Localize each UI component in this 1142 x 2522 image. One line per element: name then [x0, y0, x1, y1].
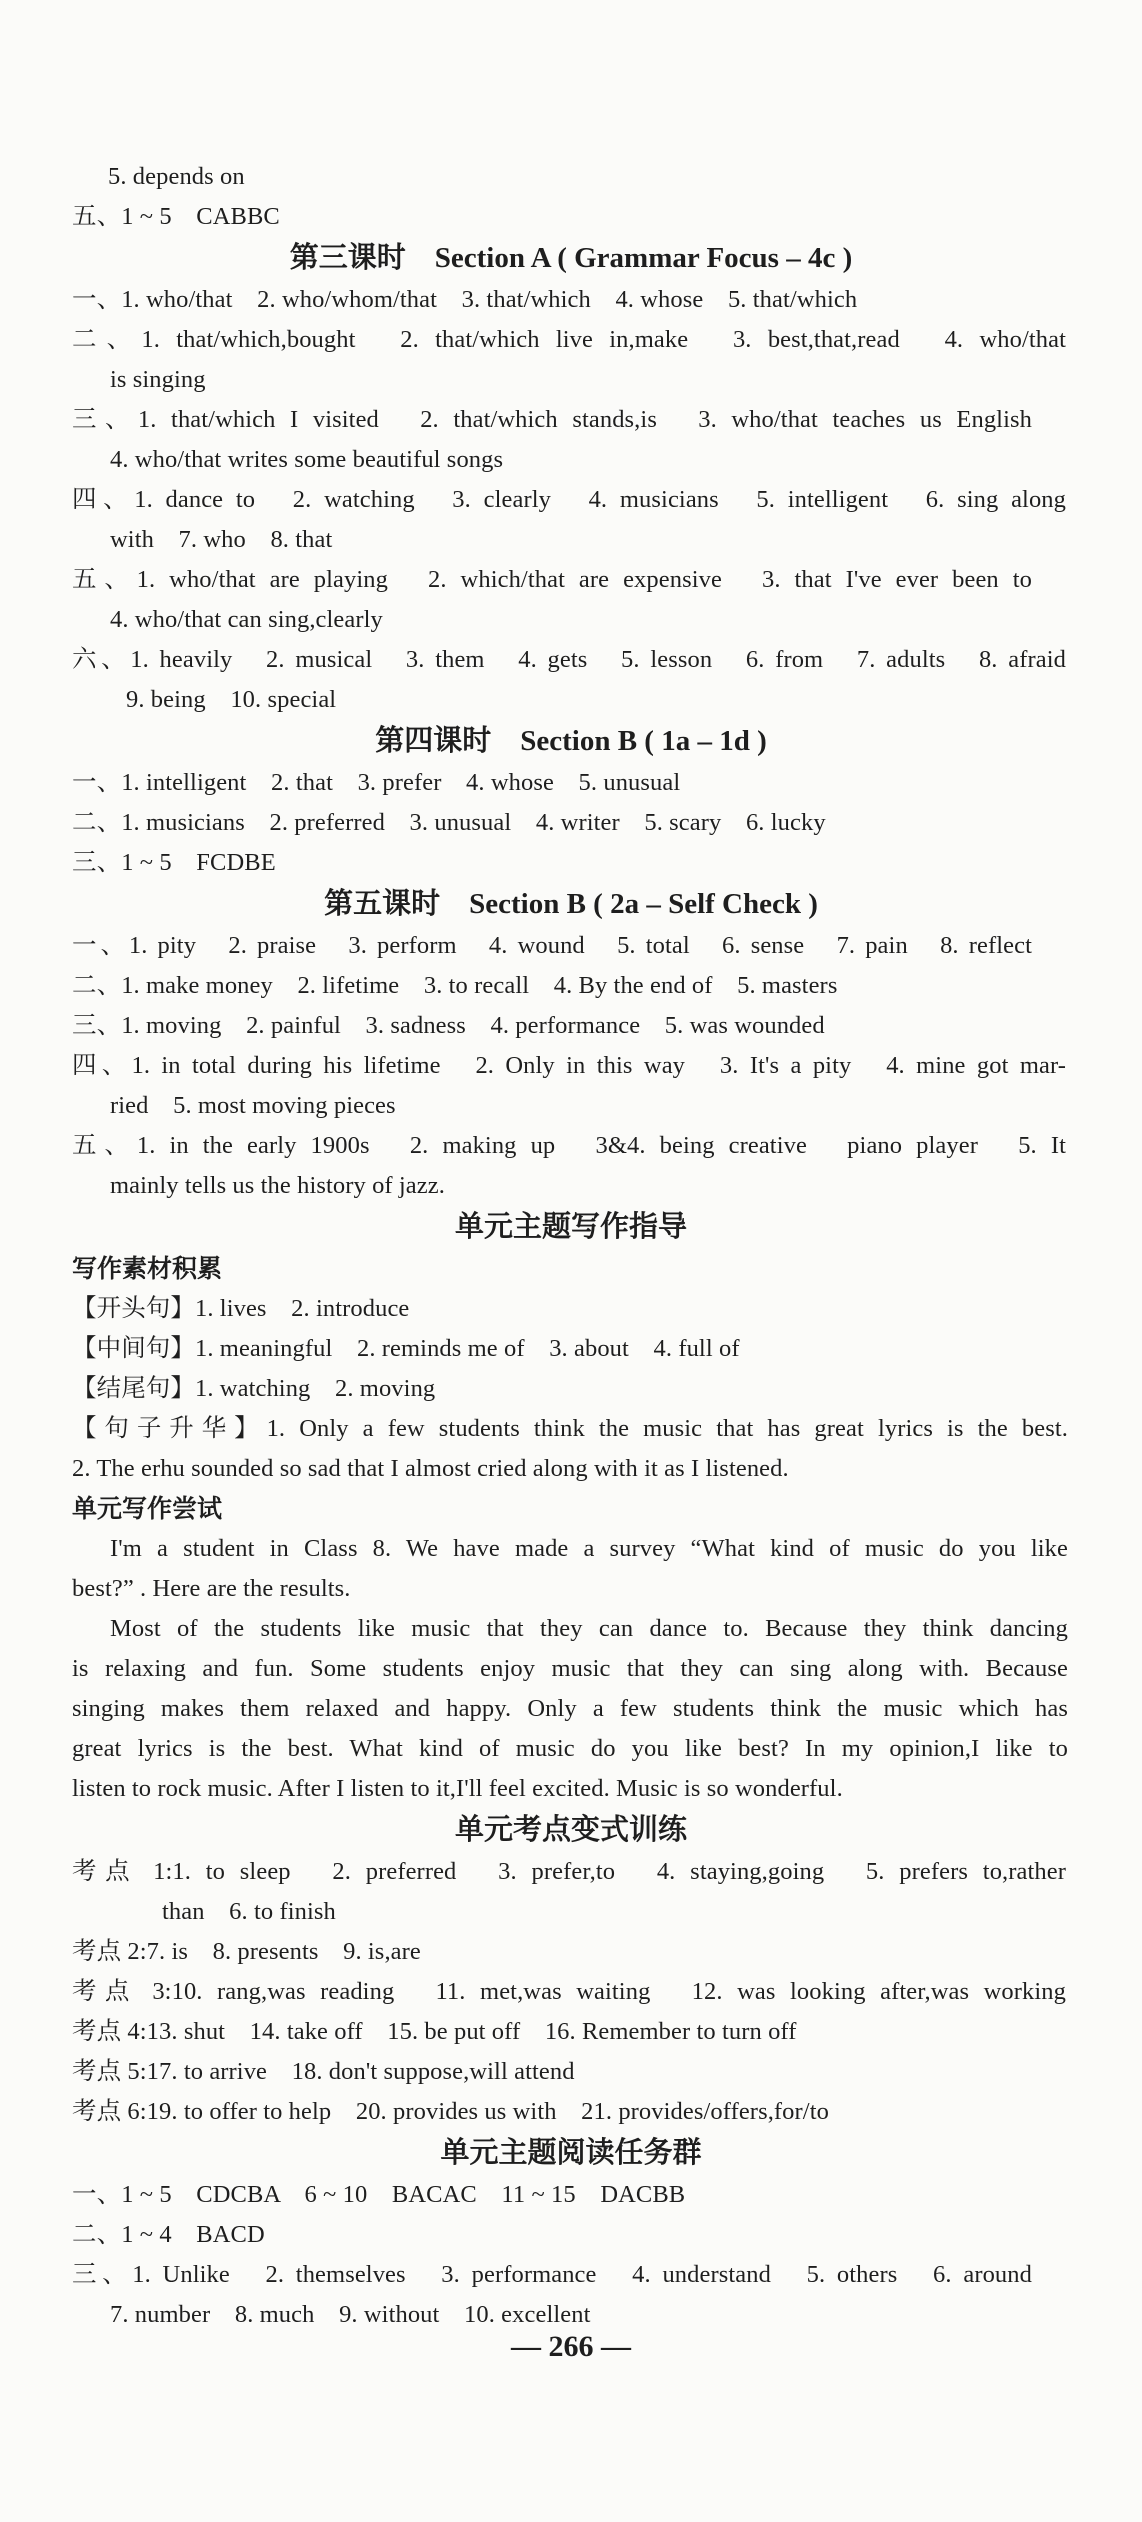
answer-line: 三、1. that/which I visited 2. that/which stands,is 3. who/that teaches us English [72, 406, 1032, 433]
essay-line: I'm a student in Class 8. We have made a survey “What kind of music do you like [110, 1535, 1068, 1562]
answer-line: 三、1. moving 2. painful 3. sadness 4. performance 5. was wounded [72, 1012, 825, 1039]
answer-line: 五、1. in the early 1900s 2. making up 3&4. being creative piano player 5. It [72, 1132, 1066, 1159]
section-heading: 第三课时 Section A ( Grammar Focus – 4c ) [289, 242, 853, 274]
answer-line: 7. number 8. much 9. without 10. excellent [110, 2301, 591, 2328]
answer-line: 考点 1:1. to sleep 2. preferred 3. prefer,to 4. staying,going 5. prefers to,rather [72, 1858, 1066, 1885]
answer-line: 2. The erhu sounded so sad that I almost cried along with it as I listened. [72, 1455, 789, 1482]
sub-heading: 单元写作尝试 [72, 1494, 223, 1523]
essay-line: is relaxing and fun. Some students enjoy music that they can sing along with. Because [72, 1655, 1068, 1682]
answer-line: 一、1 ~ 5 CDCBA 6 ~ 10 BACAC 11 ~ 15 DACBB [72, 2181, 686, 2208]
answer-line: 三、1 ~ 5 FCDBE [72, 849, 276, 876]
section-heading: 第五课时 Section B ( 2a – Self Check ) [324, 888, 818, 920]
answer-line: 考点 3:10. rang,was reading 11. met,was waiting 12. was looking after,was working [72, 1978, 1066, 2005]
answer-line: ried 5. most moving pieces [110, 1092, 396, 1119]
answer-line: 二、1. that/which,bought 2. that/which live in,make 3. best,that,read 4. who/that [72, 326, 1066, 353]
answer-line: 9. being 10. special [126, 686, 337, 713]
answer-line: 五、1 ~ 5 CABBC [72, 203, 280, 230]
answer-line: 【中间句】1. meaningful 2. reminds me of 3. about 4. full of [72, 1335, 740, 1362]
answer-line: 二、1. musicians 2. preferred 3. unusual 4. writer 5. scary 6. lucky [72, 809, 826, 836]
section-heading: 单元考点变式训练 [454, 1814, 687, 1846]
answer-line: 二、1 ~ 4 BACD [72, 2221, 265, 2248]
answer-line: 【开头句】1. lives 2. introduce [72, 1295, 410, 1322]
answer-line: 考点 5:17. to arrive 18. don't suppose,will attend [72, 2058, 575, 2085]
answer-line: 【结尾句】1. watching 2. moving [72, 1375, 436, 1402]
answer-line: 一、1. intelligent 2. that 3. prefer 4. whose 5. unusual [72, 769, 681, 796]
essay-line: singing makes them relaxed and happy. Only a few students think the music which has [72, 1695, 1068, 1722]
section-heading: 单元主题写作指导 [454, 1211, 687, 1243]
answer-line: 【句子升华】1. Only a few students think the music that has great lyrics is the best. [72, 1415, 1068, 1442]
answer-line: is singing [110, 366, 206, 393]
answer-line: 四、1. dance to 2. watching 3. clearly 4. musicians 5. intelligent 6. sing along [72, 486, 1066, 513]
section-heading: 第四课时 Section B ( 1a – 1d ) [375, 725, 767, 757]
essay-line: great lyrics is the best. What kind of music do you like best? In my opinion,I like to [72, 1735, 1068, 1762]
answer-line: 4. who/that writes some beautiful songs [110, 446, 504, 473]
sub-heading: 写作素材积累 [72, 1254, 223, 1283]
answer-line: 一、1. pity 2. praise 3. perform 4. wound 5. total 6. sense 7. pain 8. reflect [72, 932, 1032, 959]
answer-line: 五、1. who/that are playing 2. which/that are expensive 3. that I've ever been to [72, 566, 1032, 593]
answer-line: 三、1. Unlike 2. themselves 3. performance 4. understand 5. others 6. around [72, 2261, 1032, 2288]
essay-line: listen to rock music. After I listen to it,I'll feel excited. Music is so wonderful. [72, 1775, 843, 1802]
answer-line: than 6. to finish [162, 1898, 336, 1925]
answer-line: 二、1. make money 2. lifetime 3. to recall 4. By the end of 5. masters [72, 972, 838, 999]
answer-line: 4. who/that can sing,clearly [110, 606, 383, 633]
answer-line: with 7. who 8. that [110, 526, 333, 553]
page-number: — 266 — [511, 2330, 631, 2363]
answer-line: 考点 6:19. to offer to help 20. provides us with 21. provides/offers,for/to [72, 2098, 829, 2125]
answer-line: 考点 4:13. shut 14. take off 15. be put off 16. Remember to turn off [72, 2018, 797, 2045]
answer-line: 一、1. who/that 2. who/whom/that 3. that/which 4. whose 5. that/which [72, 286, 858, 313]
answer-line: 四、1. in total during his lifetime 2. Only in this way 3. It's a pity 4. mine got mar- [72, 1052, 1066, 1079]
essay-line: Most of the students like music that they can dance to. Because they think dancing [110, 1615, 1068, 1642]
essay-line: best?” . Here are the results. [72, 1575, 351, 1602]
answer-line: 考点 2:7. is 8. presents 9. is,are [72, 1938, 421, 1965]
answer-line: 5. depends on [108, 163, 245, 190]
answer-line: 六、1. heavily 2. musical 3. them 4. gets 5. lesson 6. from 7. adults 8. afraid [72, 646, 1066, 673]
answer-line: mainly tells us the history of jazz. [110, 1172, 445, 1199]
section-heading: 单元主题阅读任务群 [440, 2137, 702, 2169]
